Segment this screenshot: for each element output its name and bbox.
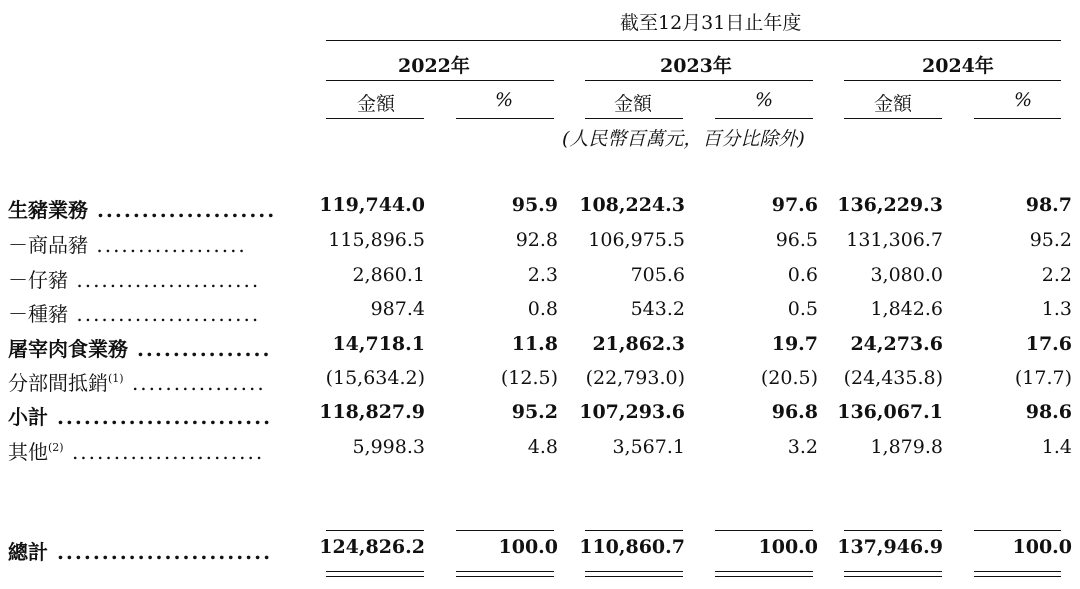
row-label-text: －仔豬 <box>8 268 68 292</box>
double-rule <box>326 576 424 577</box>
unit-note: (人民幣百萬元，百分比除外) <box>562 128 805 150</box>
row-label <box>8 333 271 362</box>
leader-dots: .................... <box>88 198 277 222</box>
double-rule <box>715 576 813 577</box>
table-cell: 107,293.6 <box>579 401 685 423</box>
table-cell: 115,896.5 <box>328 229 425 251</box>
table-row <box>0 401 1080 435</box>
sub-rule <box>974 118 1061 119</box>
row-label <box>8 367 266 396</box>
sub-rule <box>326 118 424 119</box>
table-cell: 1.4 <box>1041 436 1072 458</box>
leader-dots: ...................... <box>68 302 261 326</box>
double-rule <box>326 571 424 572</box>
table-cell: 100.0 <box>498 536 558 558</box>
table-row <box>0 536 1080 570</box>
footnote-marker: (1) <box>108 372 124 385</box>
row-label <box>8 436 264 465</box>
amount-header-2023: 金額 <box>614 93 653 115</box>
table-cell: 96.8 <box>771 401 818 423</box>
table-cell: 24,273.6 <box>850 333 943 355</box>
table-row <box>0 367 1080 401</box>
table-cell: 92.8 <box>515 229 558 251</box>
row-label-text: 其他 <box>8 440 48 464</box>
table-cell: 97.6 <box>771 194 818 216</box>
table-cell: 96.5 <box>775 229 818 251</box>
amount-header-2024: 金額 <box>874 93 913 115</box>
table-cell: 1,879.8 <box>870 436 943 458</box>
table-cell: (17.7) <box>1014 367 1072 389</box>
row-label <box>8 264 260 293</box>
year-2023: 2023年 <box>660 55 732 77</box>
year-rule-2023 <box>585 80 813 81</box>
table-row <box>0 194 1080 228</box>
table-cell: 137,946.9 <box>837 536 943 558</box>
table-cell: 1.3 <box>1041 298 1072 320</box>
row-label-text: －商品豬 <box>8 233 88 257</box>
row-label-text: 屠宰肉食業務 <box>8 337 128 361</box>
row-label-text: 小計 <box>8 405 48 429</box>
subtotal-rule <box>326 530 424 531</box>
leader-dots: ........................ <box>48 540 273 564</box>
table-cell: 1,842.6 <box>870 298 943 320</box>
table-cell: 98.7 <box>1025 194 1072 216</box>
leader-dots: ............... <box>128 337 272 361</box>
table-cell: (22,793.0) <box>585 367 685 389</box>
year-2024: 2024年 <box>922 55 994 77</box>
leader-dots: ................ <box>123 371 266 395</box>
footnote-marker: (2) <box>48 441 64 454</box>
row-label <box>8 229 247 258</box>
double-rule <box>585 576 683 577</box>
double-rule <box>974 576 1061 577</box>
row-label <box>8 536 272 565</box>
table-cell: (20.5) <box>760 367 818 389</box>
table-cell: 136,229.3 <box>837 194 943 216</box>
year-2022: 2022年 <box>398 55 470 77</box>
table-cell: 106,975.5 <box>588 229 685 251</box>
row-label <box>8 401 272 430</box>
sub-rule <box>715 118 813 119</box>
table-cell: 119,744.0 <box>319 194 425 216</box>
table-cell: 95.2 <box>1029 229 1072 251</box>
table-cell: 0.8 <box>527 298 558 320</box>
subtotal-rule <box>585 530 683 531</box>
table-cell: 5,998.3 <box>352 436 425 458</box>
amount-header-2022: 金額 <box>357 93 396 115</box>
year-rule-2022 <box>326 80 554 81</box>
table-cell: 0.5 <box>787 298 818 320</box>
table-cell: 131,306.7 <box>846 229 943 251</box>
table-cell: 2,860.1 <box>352 264 425 286</box>
pct-header-2023: % <box>755 89 774 111</box>
double-rule <box>585 571 683 572</box>
table-cell: 98.6 <box>1025 401 1072 423</box>
double-rule <box>974 571 1061 572</box>
table-cell: 2.2 <box>1041 264 1072 286</box>
sub-rule <box>456 118 554 119</box>
table-cell: 2.3 <box>527 264 558 286</box>
header-rule <box>326 40 1061 41</box>
row-label-text: 分部間抵銷 <box>8 371 108 395</box>
row-label <box>8 194 276 223</box>
table-cell: 705.6 <box>630 264 685 286</box>
subtotal-rule <box>974 530 1061 531</box>
table-row <box>0 436 1080 470</box>
table-cell: 100.0 <box>758 536 818 558</box>
leader-dots: ....................... <box>63 440 265 464</box>
table-cell: 987.4 <box>370 298 425 320</box>
pct-header-2022: % <box>495 89 514 111</box>
table-cell: 95.9 <box>511 194 558 216</box>
table-cell: 17.6 <box>1025 333 1072 355</box>
sub-rule <box>585 118 683 119</box>
leader-dots: ...................... <box>68 268 261 292</box>
table-cell: 3,567.1 <box>612 436 685 458</box>
double-rule <box>715 571 813 572</box>
row-label <box>8 298 260 327</box>
table-cell: 3,080.0 <box>870 264 943 286</box>
table-row <box>0 264 1080 298</box>
table-row <box>0 229 1080 263</box>
leader-dots: ........................ <box>48 405 273 429</box>
table-cell: 100.0 <box>1012 536 1072 558</box>
double-rule <box>844 576 942 577</box>
table-cell: (15,634.2) <box>325 367 425 389</box>
table-cell: 543.2 <box>630 298 685 320</box>
table-cell: (24,435.8) <box>843 367 943 389</box>
subtotal-rule <box>715 530 813 531</box>
table-cell: 110,860.7 <box>579 536 685 558</box>
table-row <box>0 333 1080 367</box>
table-cell: 21,862.3 <box>592 333 685 355</box>
subtotal-rule <box>844 530 942 531</box>
row-label-text: 總計 <box>8 540 48 564</box>
table-row <box>0 298 1080 332</box>
row-label-text: －種豬 <box>8 302 68 326</box>
table-cell: 0.6 <box>787 264 818 286</box>
table-cell: 19.7 <box>771 333 818 355</box>
leader-dots: .................. <box>88 233 247 257</box>
table-cell: 11.8 <box>511 333 558 355</box>
row-label-text: 生豬業務 <box>8 198 88 222</box>
table-cell: 4.8 <box>527 436 558 458</box>
double-rule <box>844 571 942 572</box>
double-rule <box>456 576 554 577</box>
table-cell: 14,718.1 <box>332 333 425 355</box>
period-heading: 截至12月31日止年度 <box>620 12 802 34</box>
table-cell: (12.5) <box>500 367 558 389</box>
pct-header-2024: % <box>1014 89 1033 111</box>
table-cell: 95.2 <box>511 401 558 423</box>
subtotal-rule <box>456 530 554 531</box>
double-rule <box>456 571 554 572</box>
table-cell: 118,827.9 <box>319 401 425 423</box>
sub-rule <box>844 118 942 119</box>
table-cell: 124,826.2 <box>319 536 425 558</box>
year-rule-2024 <box>844 80 1061 81</box>
table-cell: 136,067.1 <box>837 401 943 423</box>
table-cell: 3.2 <box>787 436 818 458</box>
table-cell: 108,224.3 <box>579 194 685 216</box>
